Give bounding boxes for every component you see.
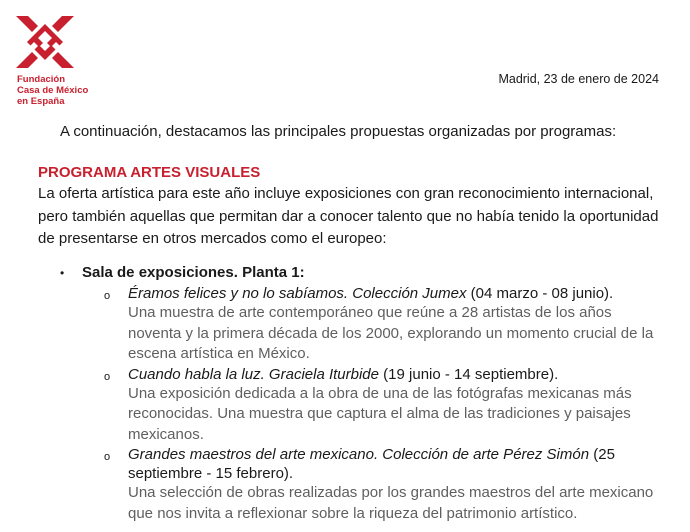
exhibition-title: [128, 365, 660, 384]
exhibition-title: [128, 445, 660, 483]
list-item: [104, 284, 664, 365]
exhibition-title: [128, 284, 660, 303]
list-item: [104, 365, 664, 446]
section-title: PROGRAMA ARTES VISUALES: [38, 164, 261, 181]
exhibition-dates: (04 marzo - 08 junio).: [466, 285, 614, 302]
section-text: La oferta artística para este año incluye exposiciones con gran reconocimiento internacional, pero también aquellas que permitan dar a conocer talento que no había tenido la oportunidad de presentarse en otros mercados como el europeo:: [38, 185, 659, 247]
exhibition-name: Cuando habla la luz. Graciela Iturbide: [128, 365, 379, 383]
bullet-sala-exposiciones: [60, 263, 670, 283]
intro-paragraph: A continuación, destacamos las principales propuestas organizadas por programas:: [60, 123, 617, 140]
exhibition-dates: (25 septiembre - 15 febrero).: [128, 446, 615, 482]
section-artes-visuales: [38, 163, 668, 251]
bullet-marker: •: [60, 266, 65, 280]
logo-line-1: Fundación: [17, 74, 66, 85]
list-item: [104, 445, 664, 524]
exhibition-dates: (19 junio - 14 septiembre).: [379, 365, 559, 383]
exhibition-list: [104, 284, 664, 524]
exhibition-description: Una selección de obras realizadas por los grandes maestros del arte mexicano que nos invita a reflexionar sobre la riqueza del patrimonio artístico.: [128, 484, 654, 522]
sub-bullet-marker: o: [104, 370, 111, 383]
logo-mark-icon: [14, 14, 76, 70]
sub-bullet-marker: o: [104, 290, 111, 302]
sub-bullet-marker: o: [104, 451, 111, 463]
bullet-label: Sala de exposiciones. Planta 1:: [82, 264, 305, 281]
logo-line-3: en España: [17, 96, 65, 107]
logo-line-2: Casa de México: [17, 85, 89, 96]
document-date: Madrid, 23 de enero de 2024: [498, 72, 659, 86]
exhibition-description: Una muestra de arte contemporáneo que reúne a 28 artistas de los años noventa y la primera década de los 2000, explorando un momento crucial de la escena artística en México.: [128, 304, 654, 362]
exhibition-name: Éramos felices y no lo sabíamos. Colección Jumex: [128, 285, 467, 302]
exhibition-name: Grandes maestros del arte mexicano. Colección de arte Pérez Simón: [128, 446, 590, 463]
exhibition-description: Una exposición dedicada a la obra de una de las fotógrafas mexicanas más reconocidas. Una muestra que captura el alma de las tradiciones y paisajes mexicanos.: [128, 384, 632, 443]
foundation-logo: [14, 14, 89, 107]
